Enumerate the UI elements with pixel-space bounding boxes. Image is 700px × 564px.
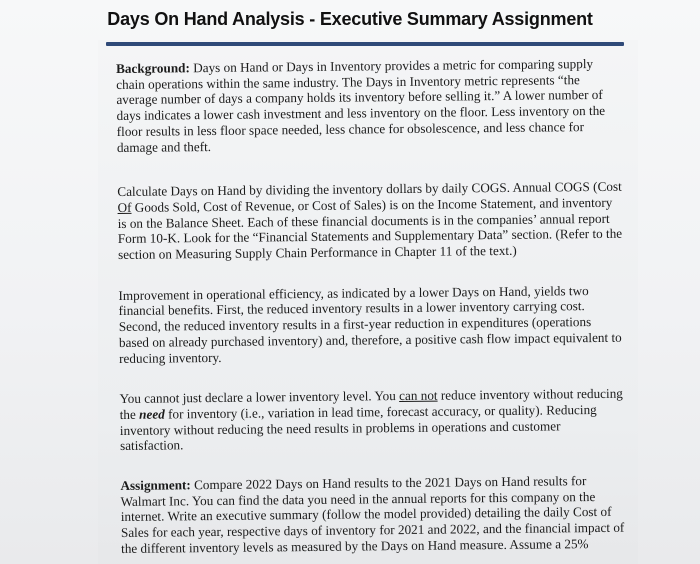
document-body xyxy=(116,56,626,557)
caution-underlined-phrase: can not xyxy=(399,387,438,404)
document-title: Days On Hand Analysis - Executive Summary Assignment xyxy=(107,9,593,29)
caution-paragraph xyxy=(119,386,625,454)
calculate-text-before: Calculate Days on Hand by dividing the inventory dollars by daily COGS. Annual COGS (Cost xyxy=(117,178,622,200)
background-label: Background: xyxy=(116,60,190,76)
calculate-underlined-word: Of xyxy=(117,199,132,215)
improvement-paragraph xyxy=(118,282,624,366)
improvement-text: Improvement in operational efficiency, as indicated by a lower Days on Hand, yields two financial benefits. First, the reduced inventory results in a lower inventory carrying cost. Second, the reduced inventory results in a first-year reduction in expenditures (operations based on already purchased inventory) and, therefore, a positive cash flow impact equivalent to reducing inventory. xyxy=(118,282,622,366)
caution-emphasis-word: need xyxy=(139,406,165,422)
assignment-label: Assignment: xyxy=(120,477,191,494)
background-paragraph xyxy=(116,56,622,156)
assignment-text: Compare 2022 Days on Hand results to the 2021 Days on Hand results for Walmart Inc. You can find the data you need in the annual reports for this company on the internet. Write an executive summary (follow the model provided) detailing the daily Cost of Sales for each year, respective days of inventory for 2021 and 2022, and the financial impact of the different inventory levels as measured by the Days on Hand measure. Assume a 25% xyxy=(120,473,625,556)
caution-text-after: for inventory (i.e., variation in lead time, forecast accuracy, or quality). Reducing inventory without reducing the need results in problems in operations and customer satisfaction. xyxy=(119,401,597,454)
assignment-paragraph xyxy=(120,473,626,557)
caution-text-middle: reduce inventory without reducing the xyxy=(119,385,623,422)
calculate-text-after: Goods Sold, Cost of Revenue, or Cost of Sales) is on the Income Statement, and inventory is on the Balance Sheet. Each of these financial documents is in the companies’ annual report Form 10-K. Look for the “Financial Statements and Supplementary Data” section. (Refer to the section on Measuring Supply Chain Performance in Chapter 11 of the text.) xyxy=(117,194,623,263)
background-text: Days on Hand or Days in Inventory provides a metric for comparing supply chain operations within the same industry. The Days in Inventory metric represents “the average number of days a company holds its inventory before selling it.” A lower number of days indicates a lower cash investment and less inventory on the floor. Less inventory on the floor results in less floor space needed, less chance for obsolescence, and less chance for damage and theft. xyxy=(116,56,606,155)
title-underline-rule xyxy=(106,42,624,46)
calculate-paragraph xyxy=(117,179,623,263)
caution-text-before: You cannot just declare a lower inventory level. You xyxy=(119,388,400,407)
